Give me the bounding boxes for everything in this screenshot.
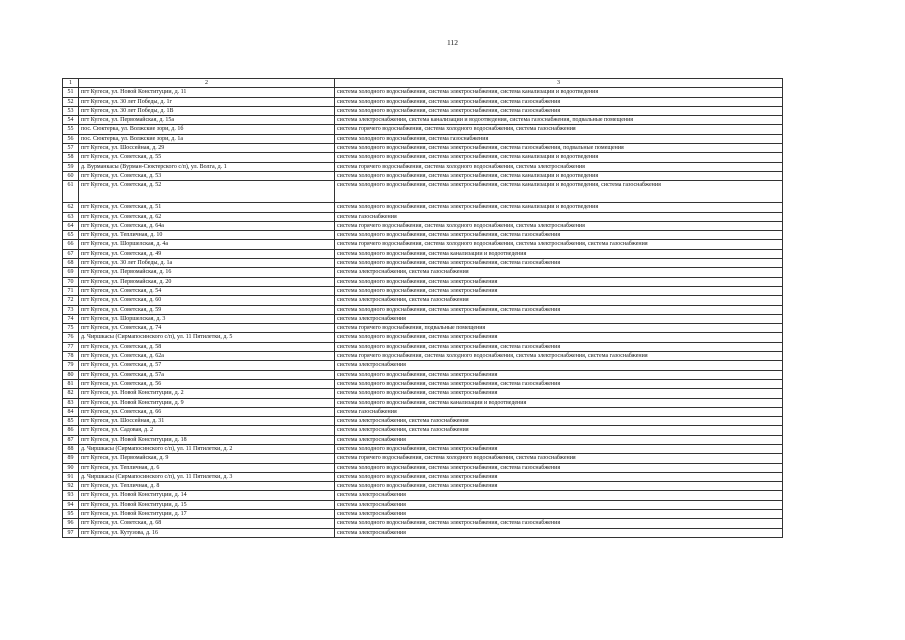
row-systems: система холодного водоснабжения, система электроснабжения, система газоснабжения [335, 379, 783, 388]
row-address: пгт Кугеси, ул. Садовая, д. 2 [79, 426, 335, 435]
row-address: пгт Кугеси, ул. Новой Конституции, д. 17 [79, 510, 335, 519]
row-number: 79 [63, 361, 79, 370]
row-systems: система электроснабжения, система газоснабжения [335, 268, 783, 277]
row-address: пгт Кугеси, ул. Советская, д. 62а [79, 352, 335, 361]
row-number: 75 [63, 324, 79, 333]
table-row [63, 370, 783, 379]
row-number: 93 [63, 491, 79, 500]
table-row [63, 482, 783, 491]
row-number: 61 [63, 181, 79, 203]
row-address: пгт Кугеси, ул. Новой Конституции, д. 14 [79, 491, 335, 500]
row-address: пгт Кугеси, ул. Первомайская, д. 9 [79, 454, 335, 463]
row-systems: система холодного водоснабжения, система электроснабжения, система канализации и водоотведения, система газоснабжения [335, 181, 783, 203]
row-number: 92 [63, 482, 79, 491]
row-number: 81 [63, 379, 79, 388]
row-systems: система электроснабжения [335, 491, 783, 500]
row-address: пгт Кугеси, ул. Советская, д. 53 [79, 171, 335, 180]
row-number: 78 [63, 352, 79, 361]
row-number: 56 [63, 134, 79, 143]
table-row [63, 116, 783, 125]
row-number: 57 [63, 144, 79, 153]
row-systems: система холодного водоснабжения, система электроснабжения, система газоснабжения, подвальные помещения [335, 144, 783, 153]
table-body [63, 88, 783, 538]
row-address: пгт Кугеси, ул. Первомайская, д. 16 [79, 268, 335, 277]
row-number: 62 [63, 203, 79, 212]
row-systems: система электроснабжения, система газоснабжения [335, 426, 783, 435]
row-number: 80 [63, 370, 79, 379]
row-systems: система электроснабжения [335, 435, 783, 444]
row-address: д. Вурманкасы (Вурман-Сюктерского с/п), ул. Волга, д. 1 [79, 162, 335, 171]
row-number: 54 [63, 116, 79, 125]
row-number: 97 [63, 528, 79, 537]
table-row [63, 426, 783, 435]
row-systems: система холодного водоснабжения, система электроснабжения [335, 333, 783, 342]
row-address: пгт Кугеси, ул. Советская, д. 62 [79, 212, 335, 221]
row-number: 83 [63, 398, 79, 407]
table-row [63, 88, 783, 97]
table-row [63, 268, 783, 277]
table-row [63, 324, 783, 333]
table-row [63, 240, 783, 249]
row-systems: система холодного водоснабжения, система электроснабжения, система канализации и водоотведения [335, 171, 783, 180]
table-row [63, 417, 783, 426]
row-number: 82 [63, 389, 79, 398]
row-systems: система холодного водоснабжения, система электроснабжения, система газоснабжения [335, 259, 783, 268]
row-number: 84 [63, 407, 79, 416]
row-address: пгт Кугеси, ул. Новой Конституции, д. 18 [79, 435, 335, 444]
table-row [63, 134, 783, 143]
row-systems: система холодного водоснабжения, система электроснабжения, система газоснабжения [335, 231, 783, 240]
row-address: пгт Кугеси, ул. Советская, д. 64а [79, 221, 335, 230]
row-systems: система холодного водоснабжения, система электроснабжения [335, 389, 783, 398]
building-systems-table [62, 78, 783, 538]
row-systems: система холодного водоснабжения, система электроснабжения [335, 277, 783, 286]
row-systems: система электроснабжения, система газоснабжения [335, 417, 783, 426]
row-systems: система холодного водоснабжения, система электроснабжения, система канализации и водоотведения [335, 88, 783, 97]
row-systems: система холодного водоснабжения, система электроснабжения [335, 444, 783, 453]
row-number: 60 [63, 171, 79, 180]
table-row [63, 231, 783, 240]
row-systems: система горячего водоснабжения, система холодного водоснабжения, система газоснабжения [335, 125, 783, 134]
row-address: пгт Кугеси, ул. Шоршелская, д. 4а [79, 240, 335, 249]
table-row [63, 342, 783, 351]
table-row [63, 212, 783, 221]
row-address: пгт Кугеси, ул. 30 лет Победы, д. 1В [79, 106, 335, 115]
row-number: 91 [63, 472, 79, 481]
row-number: 88 [63, 444, 79, 453]
row-number: 59 [63, 162, 79, 171]
table-row [63, 221, 783, 230]
row-number: 66 [63, 240, 79, 249]
row-systems: система горячего водоснабжения, система холодного водоснабжения, система газоснабжения [335, 454, 783, 463]
row-systems: система электроснабжения [335, 528, 783, 537]
table-row [63, 203, 783, 212]
row-number: 52 [63, 97, 79, 106]
table-row [63, 389, 783, 398]
row-number: 68 [63, 259, 79, 268]
row-address: пгт Кугеси, ул. Новой Конституции, д. 15 [79, 500, 335, 509]
row-systems: система холодного водоснабжения, система электроснабжения [335, 482, 783, 491]
row-number: 90 [63, 463, 79, 472]
row-number: 55 [63, 125, 79, 134]
row-address: пгт Кугеси, ул. Советская, д. 57 [79, 361, 335, 370]
table-row [63, 407, 783, 416]
page-number: 112 [447, 38, 458, 47]
row-address: пгт Кугеси, ул. Новой Конституции, д. 2 [79, 389, 335, 398]
table-row [63, 491, 783, 500]
row-systems: система холодного водоснабжения, система электроснабжения, система газоснабжения [335, 97, 783, 106]
table-row [63, 314, 783, 323]
table-row [63, 444, 783, 453]
row-address: д. Чиршкасы (Сирмапосинского с/п), ул. 11 Пятилетки, д. 2 [79, 444, 335, 453]
row-address: пгт Кугеси, ул. Тепличная, д. 10 [79, 231, 335, 240]
row-address: пгт Кугеси, ул. Кутузова, д. 16 [79, 528, 335, 537]
row-address: пгт Кугеси, ул. Советская, д. 55 [79, 153, 335, 162]
table-row [63, 379, 783, 388]
row-number: 67 [63, 249, 79, 258]
table-row [63, 106, 783, 115]
row-number: 95 [63, 510, 79, 519]
row-systems: система холодного водоснабжения, система канализации и водоотведения [335, 249, 783, 258]
row-systems: система холодного водоснабжения, система электроснабжения [335, 370, 783, 379]
row-address: пос. Сюктерка, ул. Волжские зори, д. 1б [79, 125, 335, 134]
row-address: пгт Кугеси, ул. Тепличная, д. 8 [79, 482, 335, 491]
row-address: пгт Кугеси, ул. Советская, д. 57а [79, 370, 335, 379]
row-systems: система электроснабжения [335, 361, 783, 370]
row-systems: система горячего водоснабжения, система холодного водоснабжения, система электроснабжения [335, 162, 783, 171]
row-address: д. Чиршкасы (Сирмапосинского с/п), ул. 11 Пятилетки, д. 5 [79, 333, 335, 342]
row-systems: система холодного водоснабжения, система электроснабжения, система канализации и водоотведения [335, 203, 783, 212]
table-row [63, 519, 783, 528]
table-row [63, 181, 783, 203]
row-systems: система горячего водоснабжения, система холодного водоснабжения, система электроснабжения, система газоснабжения [335, 240, 783, 249]
row-systems: система холодного водоснабжения, система электроснабжения [335, 286, 783, 295]
row-address: пгт Кугеси, ул. Шоссейная, д. 31 [79, 417, 335, 426]
table-row [63, 305, 783, 314]
table-row [63, 454, 783, 463]
row-number: 53 [63, 106, 79, 115]
row-address: пгт Кугеси, ул. Советская, д. 56 [79, 379, 335, 388]
row-systems: система электроснабжения [335, 500, 783, 509]
row-number: 73 [63, 305, 79, 314]
row-systems: система электроснабжения, система канализации и водоотведения, система газоснабжения, подвальные помещения [335, 116, 783, 125]
row-address: пгт Кугеси, ул. Советская, д. 54 [79, 286, 335, 295]
row-number: 70 [63, 277, 79, 286]
row-number: 94 [63, 500, 79, 509]
table-row [63, 528, 783, 537]
table-row [63, 259, 783, 268]
row-systems: система холодного водоснабжения, система электроснабжения, система газоснабжения [335, 342, 783, 351]
row-number: 96 [63, 519, 79, 528]
row-number: 87 [63, 435, 79, 444]
table-row [63, 286, 783, 295]
table-row [63, 296, 783, 305]
row-address: пгт Кугеси, ул. Шоршелская, д. 3 [79, 314, 335, 323]
table-row [63, 162, 783, 171]
table-row [63, 171, 783, 180]
row-address: пгт Кугеси, ул. Советская, д. 68 [79, 519, 335, 528]
table-row [63, 125, 783, 134]
row-address: пгт Кугеси, ул. Советская, д. 66 [79, 407, 335, 416]
table-row [63, 463, 783, 472]
row-systems: система горячего водоснабжения, подвальные помещения [335, 324, 783, 333]
table-row [63, 435, 783, 444]
row-address: пгт Кугеси, ул. Шоссейная, д. 29 [79, 144, 335, 153]
row-systems: система холодного водоснабжения, система электроснабжения, система газоснабжения [335, 106, 783, 115]
row-address: пгт Кугеси, ул. Новой Конституции, д. 9 [79, 398, 335, 407]
row-number: 74 [63, 314, 79, 323]
row-address: пгт Кугеси, ул. Советская, д. 51 [79, 203, 335, 212]
row-address: пгт Кугеси, ул. Новой Конституции, д. 11 [79, 88, 335, 97]
table-row [63, 249, 783, 258]
row-number: 76 [63, 333, 79, 342]
row-address: пгт Кугеси, ул. Первомайская, д. 20 [79, 277, 335, 286]
column-header-systems: 3 [335, 79, 783, 88]
row-number: 58 [63, 153, 79, 162]
row-number: 64 [63, 221, 79, 230]
row-systems: система холодного водоснабжения, система электроснабжения, система газоснабжения [335, 305, 783, 314]
table-row [63, 277, 783, 286]
row-address: пгт Кугеси, ул. Тепличная, д. 6 [79, 463, 335, 472]
row-number: 65 [63, 231, 79, 240]
row-systems: система холодного водоснабжения, система электроснабжения, система газоснабжения [335, 463, 783, 472]
row-address: пгт Кугеси, ул. Советская, д. 60 [79, 296, 335, 305]
table-row [63, 510, 783, 519]
row-systems: система электроснабжения [335, 510, 783, 519]
row-address: пгт Кугеси, ул. 30 лет Победы, д. 1а [79, 259, 335, 268]
row-number: 85 [63, 417, 79, 426]
table-row [63, 144, 783, 153]
row-systems: система газоснабжения [335, 407, 783, 416]
row-systems: система газоснабжения [335, 212, 783, 221]
table-row [63, 472, 783, 481]
row-address: пгт Кугеси, ул. Советская, д. 49 [79, 249, 335, 258]
table-row [63, 153, 783, 162]
row-number: 51 [63, 88, 79, 97]
row-systems: система холодного водоснабжения, система канализации и водоотведения [335, 398, 783, 407]
row-systems: система электроснабжения, система газоснабжения [335, 296, 783, 305]
table-row [63, 333, 783, 342]
row-systems: система холодного водоснабжения, система газоснабжения [335, 134, 783, 143]
table-row [63, 500, 783, 509]
row-number: 72 [63, 296, 79, 305]
row-number: 69 [63, 268, 79, 277]
row-systems: система горячего водоснабжения, система холодного водоснабжения, система электроснабжения [335, 221, 783, 230]
row-address: пос. Сюктерка, ул. Волжские зори, д. 1а [79, 134, 335, 143]
row-systems: система холодного водоснабжения, система электроснабжения, система газоснабжения [335, 519, 783, 528]
table-row [63, 352, 783, 361]
row-number: 71 [63, 286, 79, 295]
row-address: д. Чиршкасы (Сирмапосинского с/п), ул. 11 Пятилетки, д. 3 [79, 472, 335, 481]
row-number: 77 [63, 342, 79, 351]
row-systems: система холодного водоснабжения, система электроснабжения, система канализации и водоотведения [335, 153, 783, 162]
table-row [63, 97, 783, 106]
row-systems: система горячего водоснабжения, система холодного водоснабжения, система электроснабжения, система газоснабжения [335, 352, 783, 361]
table-header-row [63, 79, 783, 88]
row-address: пгт Кугеси, ул. Первомайская, д. 15а [79, 116, 335, 125]
row-number: 63 [63, 212, 79, 221]
column-header-address: 2 [79, 79, 335, 88]
row-address: пгт Кугеси, ул. Советская, д. 59 [79, 305, 335, 314]
column-header-number: 1 [63, 79, 79, 88]
row-systems: система электроснабжения [335, 314, 783, 323]
table-row [63, 361, 783, 370]
row-address: пгт Кугеси, ул. Советская, д. 58 [79, 342, 335, 351]
row-number: 86 [63, 426, 79, 435]
row-systems: система холодного водоснабжения, система электроснабжения [335, 472, 783, 481]
row-number: 89 [63, 454, 79, 463]
row-address: пгт Кугеси, ул. Советская, д. 74 [79, 324, 335, 333]
row-address: пгт Кугеси, ул. 30 лет Победы, д. 1г [79, 97, 335, 106]
row-address: пгт Кугеси, ул. Советская, д. 52 [79, 181, 335, 203]
table-row [63, 398, 783, 407]
